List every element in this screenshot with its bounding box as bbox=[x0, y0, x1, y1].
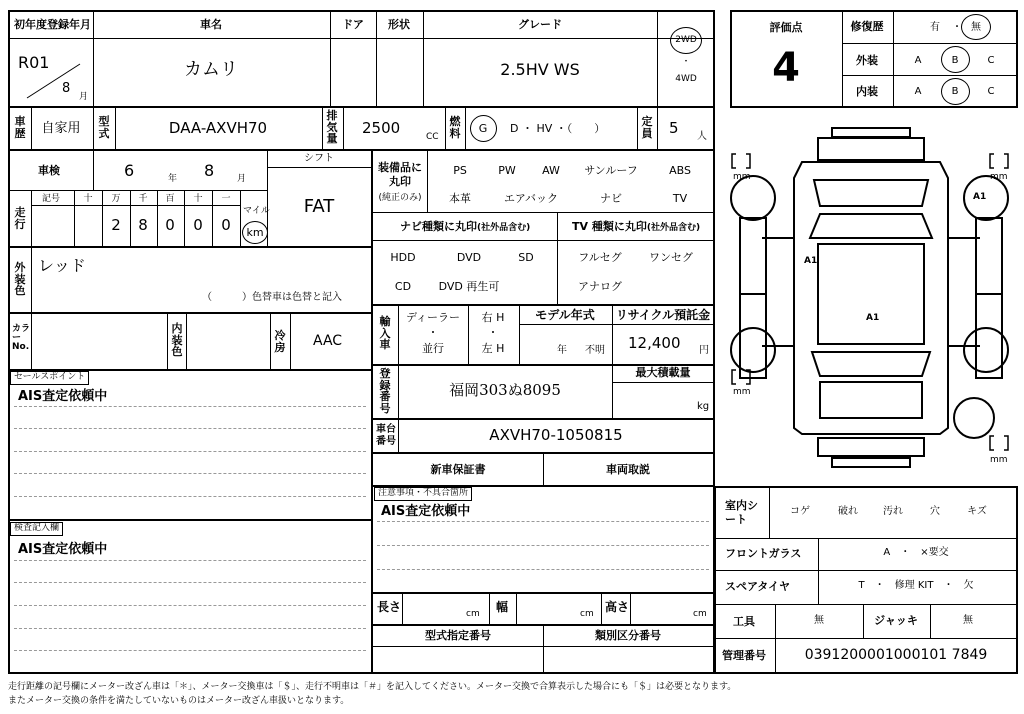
equip-navi: ナビ bbox=[600, 192, 622, 205]
digit-ichi: 0 bbox=[221, 216, 231, 234]
warranty-label: 新車保証書 bbox=[430, 463, 486, 476]
shape-header: 形状 bbox=[388, 18, 410, 31]
damage-mark-front-right: A1 bbox=[973, 192, 987, 202]
int-b: B bbox=[951, 86, 959, 97]
inspection-year: 6 bbox=[124, 161, 135, 180]
digit-man: 2 bbox=[111, 216, 121, 234]
model-value: DAA-AXVH70 bbox=[168, 119, 268, 137]
width-label: 幅 bbox=[496, 600, 509, 614]
sales-point-tab: セールスポイント bbox=[10, 371, 89, 385]
equip-pw: PW bbox=[498, 164, 516, 177]
front-bumper-top bbox=[832, 128, 910, 137]
mgmt-number-value: 0391200001000101 7849 bbox=[804, 647, 988, 663]
diagram-mm-rl: mm bbox=[733, 387, 751, 397]
fuel-options: D ・ HV ・（ ） bbox=[510, 122, 606, 135]
model-year-unknown: 不明 bbox=[585, 345, 605, 356]
first-reg-month: 8 bbox=[62, 81, 71, 96]
inspection-label: 車検 bbox=[38, 164, 60, 177]
car-name-value: カムリ bbox=[184, 59, 238, 80]
displacement-label: 排気量 bbox=[326, 109, 338, 146]
capacity-label: 定員 bbox=[641, 115, 653, 140]
4wd-label: 4WD bbox=[675, 74, 697, 84]
tools-value: 無 bbox=[814, 615, 824, 626]
grade-value: 2.5HV WS bbox=[500, 60, 580, 79]
cc-unit: CC bbox=[426, 132, 439, 142]
seat-stain: 汚れ bbox=[883, 506, 903, 517]
model-year-unit: 年 bbox=[557, 345, 567, 356]
equip-aw: AW bbox=[542, 164, 560, 177]
inspection-notes-text: AIS査定依頼中 bbox=[18, 542, 108, 557]
equip-sunroof: サンルーフ bbox=[584, 164, 638, 177]
repair-yes: 有 bbox=[930, 22, 940, 33]
seat-hole: 穴 bbox=[930, 506, 940, 517]
equip-tv: TV bbox=[672, 192, 688, 205]
tv-analog: アナログ bbox=[578, 280, 622, 293]
length-label: 長さ bbox=[377, 600, 402, 614]
recycle-label: リサイクル預託金 bbox=[615, 308, 711, 322]
grade-header: グレード bbox=[518, 18, 562, 31]
import-label: 輸入車 bbox=[379, 315, 391, 352]
inspection-year-unit: 年 bbox=[168, 174, 178, 184]
diagram-mm-fl: mm bbox=[733, 172, 751, 182]
navi-dvd-playable: DVD 再生可 bbox=[438, 280, 500, 293]
jack-value: 無 bbox=[963, 615, 973, 626]
digit-sen: 8 bbox=[138, 216, 148, 234]
shift-label: シフト bbox=[304, 153, 334, 164]
import-parallel: 並行 bbox=[422, 342, 444, 355]
tv-fullseg: フルセグ bbox=[578, 251, 622, 264]
unit-juu: 十 bbox=[193, 194, 203, 204]
interior-color-label: 内装色 bbox=[171, 322, 183, 359]
interior-label: 内装 bbox=[856, 85, 878, 98]
inspection-notes-tab: 検査記入欄 bbox=[10, 522, 63, 536]
first-reg-era: R01 bbox=[18, 53, 50, 72]
score-label: 評価点 bbox=[769, 21, 803, 34]
height-label: 高さ bbox=[605, 600, 630, 614]
windshield-value: A ・ ×要交 bbox=[883, 547, 949, 558]
seat-scratch: キズ bbox=[967, 506, 987, 517]
class-number-label: 類別区分番号 bbox=[595, 629, 661, 642]
unit-hyaku: 百 bbox=[165, 194, 175, 204]
diagram-mm-fr: mm bbox=[990, 172, 1008, 182]
import-dealer: ディーラー bbox=[405, 311, 461, 324]
tv-oneseg: ワンセグ bbox=[649, 251, 693, 264]
fuel-label: 燃料 bbox=[449, 115, 461, 140]
diagram-mm-rr: mm bbox=[990, 455, 1008, 465]
door-header: ドア bbox=[342, 18, 364, 31]
equipment-label: 装備品に丸印 bbox=[378, 161, 422, 189]
mile-label: マイル bbox=[243, 206, 270, 216]
2wd-label: 2WD bbox=[675, 35, 697, 45]
equip-airbag: エアバック bbox=[503, 192, 559, 205]
damage-mark-left-front: A1 bbox=[804, 256, 818, 266]
model-year-label: モデル年式 bbox=[535, 308, 595, 322]
digit-juu: 0 bbox=[193, 216, 203, 234]
int-c: C bbox=[987, 86, 995, 97]
ext-a: A bbox=[914, 55, 922, 66]
chassis-label: 車台番号 bbox=[376, 424, 396, 447]
digit-hyaku: 0 bbox=[165, 216, 175, 234]
spare-tire-value: T ・ 修理 KIT ・ 欠 bbox=[858, 580, 974, 591]
first-reg-slash bbox=[25, 60, 85, 100]
equipment-sub: (純正のみ) bbox=[378, 193, 422, 203]
seat-tear: 破れ bbox=[838, 506, 858, 517]
repair-no: 無 bbox=[971, 22, 981, 33]
recycle-unit: 円 bbox=[699, 345, 709, 356]
int-a: A bbox=[914, 86, 922, 97]
navi-cd: CD bbox=[394, 280, 412, 293]
tv-type-label: TV 種類に丸印(社外品含む) bbox=[572, 220, 701, 233]
score-value: 4 bbox=[772, 45, 800, 91]
max-load-label: 最大積載量 bbox=[635, 366, 691, 379]
drive-dot: ・ bbox=[681, 57, 691, 67]
footer-note-1: 走行距離の記号欄にメーター改ざん車は「＊」、メーター交換車は「＄」、走行不明車は「＃」を記入してください。メーター交換で合算表示した場合にも「＄」は必要となります。 bbox=[8, 682, 737, 692]
navi-dvd: DVD bbox=[456, 251, 482, 264]
car-name-header: 車名 bbox=[200, 18, 222, 31]
jack-label: ジャッキ bbox=[874, 614, 918, 627]
manual-label: 車両取説 bbox=[606, 463, 650, 476]
fuel-g: G bbox=[478, 122, 488, 135]
exterior-color-label: 外装色 bbox=[14, 261, 26, 298]
mileage-kigo: 記号 bbox=[42, 194, 61, 204]
ext-c: C bbox=[987, 55, 995, 66]
shift-value: FAT bbox=[303, 196, 335, 217]
unit-ichi: 一 bbox=[221, 194, 231, 204]
mgmt-number-label: 管理番号 bbox=[722, 649, 766, 662]
recycle-value: 12,400 bbox=[628, 334, 681, 352]
displacement-value: 2500 bbox=[362, 119, 401, 137]
interior-seat-label: 室内シート bbox=[725, 499, 758, 527]
unit-10man: 十 bbox=[83, 194, 93, 204]
first-reg-month-unit: 月 bbox=[79, 92, 89, 102]
width-unit: cm bbox=[580, 609, 594, 619]
unit-man: 万 bbox=[111, 194, 121, 204]
equip-ps: PS bbox=[453, 164, 467, 177]
tools-label: 工具 bbox=[733, 615, 755, 628]
height-unit: cm bbox=[693, 609, 707, 619]
chassis-value: AXVH70-1050815 bbox=[489, 426, 623, 444]
color-no-label: カラーNo. bbox=[12, 324, 31, 352]
equip-leather: 本革 bbox=[449, 192, 471, 205]
reg-number-value: 福岡303ぬ8095 bbox=[449, 381, 561, 399]
notes-text: AIS査定依頼中 bbox=[381, 504, 471, 519]
equip-abs: ABS bbox=[669, 164, 691, 177]
max-load-unit: kg bbox=[697, 401, 710, 412]
repair-dot: ・ bbox=[952, 22, 962, 33]
km-label: km bbox=[246, 226, 264, 239]
navi-hdd: HDD bbox=[390, 251, 416, 264]
color-change-note: （ ）色替車は色替と記入 bbox=[202, 292, 342, 303]
import-lh: 左 H bbox=[481, 342, 505, 355]
navi-sd: SD bbox=[518, 251, 534, 264]
type-spec-label: 型式指定番号 bbox=[425, 629, 491, 642]
repair-label: 修復歴 bbox=[850, 20, 884, 33]
import-dot: ・ bbox=[427, 326, 439, 339]
mileage-label: 走行 bbox=[14, 206, 26, 231]
capacity-unit: 人 bbox=[697, 131, 707, 142]
history-label: 車歴 bbox=[14, 115, 26, 140]
sales-point-text: AIS査定依頼中 bbox=[18, 389, 108, 404]
capacity-value: 5 bbox=[669, 119, 679, 137]
seat-burn: コゲ bbox=[790, 506, 810, 517]
length-unit: cm bbox=[466, 609, 480, 619]
exterior-color-value: レッド bbox=[38, 256, 86, 275]
ac-value: AAC bbox=[313, 333, 343, 349]
history-value: 自家用 bbox=[41, 121, 81, 136]
unit-sen: 千 bbox=[138, 194, 148, 204]
import-dot2: ・ bbox=[487, 326, 499, 339]
ext-b: B bbox=[951, 55, 959, 66]
model-label: 型式 bbox=[98, 115, 110, 140]
footer-note-2: またメーター交換の条件を満たしていないものはメーター改ざん車扱いとなります。 bbox=[8, 696, 350, 706]
damage-mark-roof: A1 bbox=[866, 313, 880, 323]
spare-tire-label: スペアタイヤ bbox=[725, 580, 791, 593]
car-diagram bbox=[722, 118, 1020, 478]
inspection-month: 8 bbox=[204, 161, 215, 180]
exterior-label: 外装 bbox=[856, 54, 878, 67]
navi-type-label: ナビ種類に丸印(社外品含む) bbox=[400, 220, 531, 233]
first-reg-header: 初年度登録年月 bbox=[14, 18, 91, 31]
ac-label: 冷房 bbox=[274, 329, 286, 354]
inspection-month-unit: 月 bbox=[237, 174, 247, 184]
import-rh: 右 H bbox=[481, 311, 505, 324]
windshield-label: フロントガラス bbox=[725, 547, 802, 560]
reg-number-label: 登録番号 bbox=[379, 367, 391, 415]
notes-tab: 注意事項・不具合箇所 bbox=[374, 487, 472, 501]
